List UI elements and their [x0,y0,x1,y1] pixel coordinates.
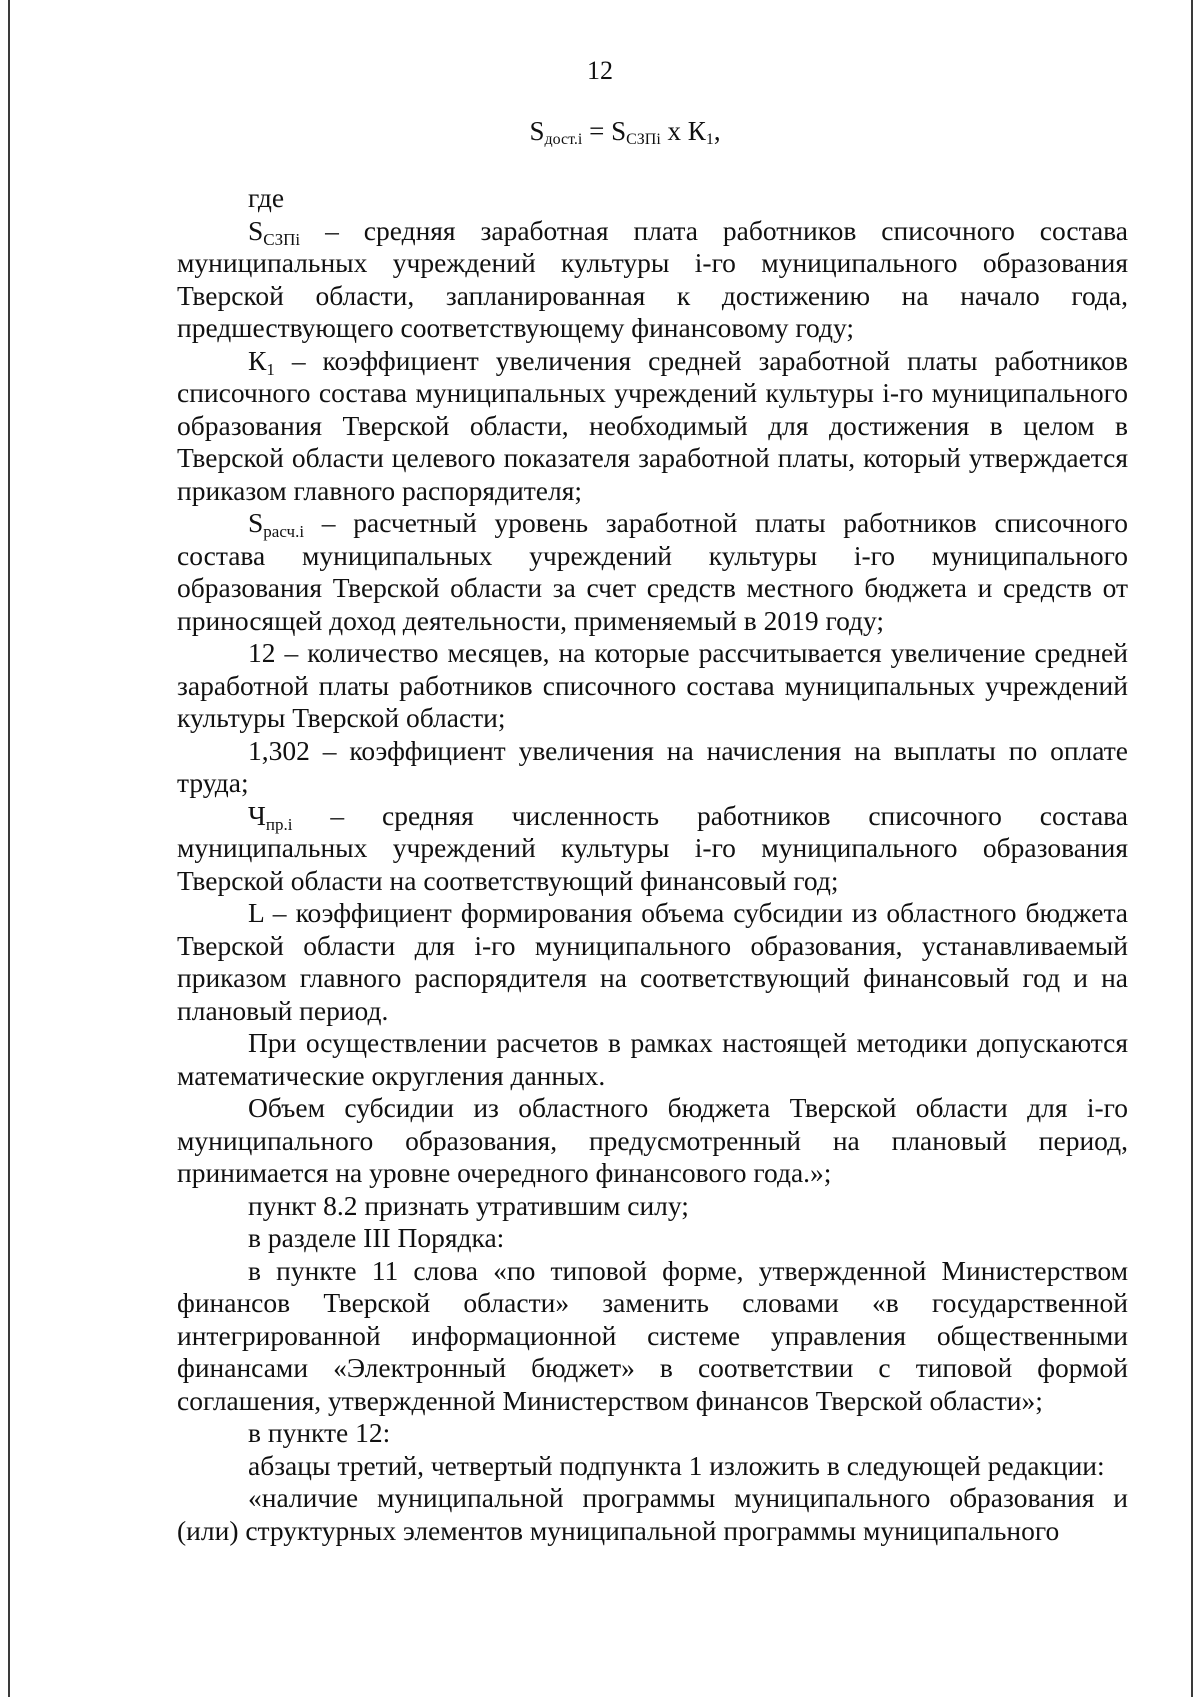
paragraph-text: – средняя численность работников списочного состава муниципальных учреждений культуры i-го муниципального образования Тверской области на соответствующий финансовый год; [177,799,1128,896]
paragraph-s-szp [177,215,1128,345]
paragraph-where [177,182,1128,215]
formula-rhs-subscript: СЗПi [626,131,661,148]
paragraph-text: где [248,182,285,213]
formula-rhs-symbol: S [611,116,627,146]
paragraph-1302 [177,735,1128,800]
paragraph-nalichie [177,1482,1128,1547]
term-subscript: СЗПi [263,229,301,249]
scan-border-left [8,0,10,1697]
paragraph-abzacy [177,1450,1128,1483]
term-symbol: К [248,344,267,376]
paragraph-text: абзацы третий, четвертый подпункта 1 изложить в следующей редакции: [248,1449,1105,1481]
paragraph-8-2 [177,1190,1128,1223]
paragraph-text: 12 – количество месяцев, на которые рассчитывается увеличение средней заработной платы работников списочного состава муниципальных учреждений культуры Тверской области; [177,637,1128,733]
paragraph-rounding [177,1027,1128,1092]
paragraph-k1 [177,345,1128,508]
paragraph-section-iii [177,1222,1128,1255]
paragraph-text: Объем субсидии из областного бюджета Тверской области для i-го муниципального образования, предусмотренный на плановый период, принимается на уровне очередного финансового года.»; [177,1092,1128,1188]
term-subscript: расч.i [263,522,305,541]
paragraph-text: – коэффициент увеличения средней заработной платы работников списочного состава муниципальных учреждений культуры i-го муниципального образования Тверской области, необходимый для достижения в целом в Тверской области целевого показателя заработной платы, который утверждается приказом главного распорядителя; [177,344,1128,506]
paragraph-ch-pr [177,800,1128,898]
term-subscript: 1 [266,359,275,379]
formula-lhs-subscript: дост.i [544,131,583,148]
scan-border-right [1191,0,1193,1697]
paragraph-text: 1,302 – коэффициент увеличения на начисления на выплаты по оплате труда; [177,734,1128,798]
term-symbol: Ч [248,799,266,831]
paragraph-text: в разделе III Порядка: [248,1222,505,1253]
term-subscript: пр.i [265,814,293,834]
paragraph-12-months [177,637,1128,735]
paragraph-l [177,897,1128,1027]
term-symbol: S [248,214,264,246]
formula [0,116,1200,149]
page-number: 12 [587,56,613,85]
paragraph-text: L – коэффициент формирования объема субсидии из областного бюджета Тверской области для i-го муниципального образования, устанавливаемый приказом главного распорядителя на соответствующий финансовый год и на плановый период. [177,897,1128,1026]
paragraph-point-12 [177,1417,1128,1450]
paragraph-text: в пункте 12: [248,1417,391,1448]
formula-times: х [667,116,682,146]
paragraph-text: – расчетный уровень заработной платы работников списочного состава муниципальных учреждений культуры i-го муниципального образования Тверской области за счет средств местного бюджета и средств от приносящей доход деятельности, применяемый в 2019 году; [177,507,1128,636]
formula-tail: , [713,116,721,146]
document-body [177,182,1128,1547]
formula-k-symbol: К [687,116,706,146]
formula-k-subscript: 1 [705,131,714,148]
paragraph-text: в пункте 11 слова «по типовой форме, утвержденной Министерством финансов Тверской области» заменить словами «в государственной интегрированной информационной системе управления общественными финансами «Электронный бюджет» в соответствии с типовой формой соглашения, утвержденной Министерством финансов Тверской области»; [177,1254,1128,1416]
paragraph-text: – средняя заработная плата работников списочного состава муниципальных учреждений культуры i-го муниципального образования Тверской области, запланированная к достижению на начало года, предшествующего соответствующему финансовому году; [177,214,1128,343]
formula-lhs-symbol: S [529,116,545,146]
paragraph-text: При осуществлении расчетов в рамках настоящей методики допускаются математические округления данных. [177,1027,1128,1091]
formula-equals: = [589,116,605,146]
paragraph-s-rasch [177,507,1128,637]
paragraph-volume [177,1092,1128,1190]
paragraph-text: пункт 8.2 признать утратившим силу; [248,1189,689,1221]
paragraph-point-11 [177,1255,1128,1418]
term-symbol: S [248,507,264,538]
paragraph-text: «наличие муниципальной программы муниципального образования и (или) структурных элементов муниципальной программы муниципального [177,1482,1128,1546]
